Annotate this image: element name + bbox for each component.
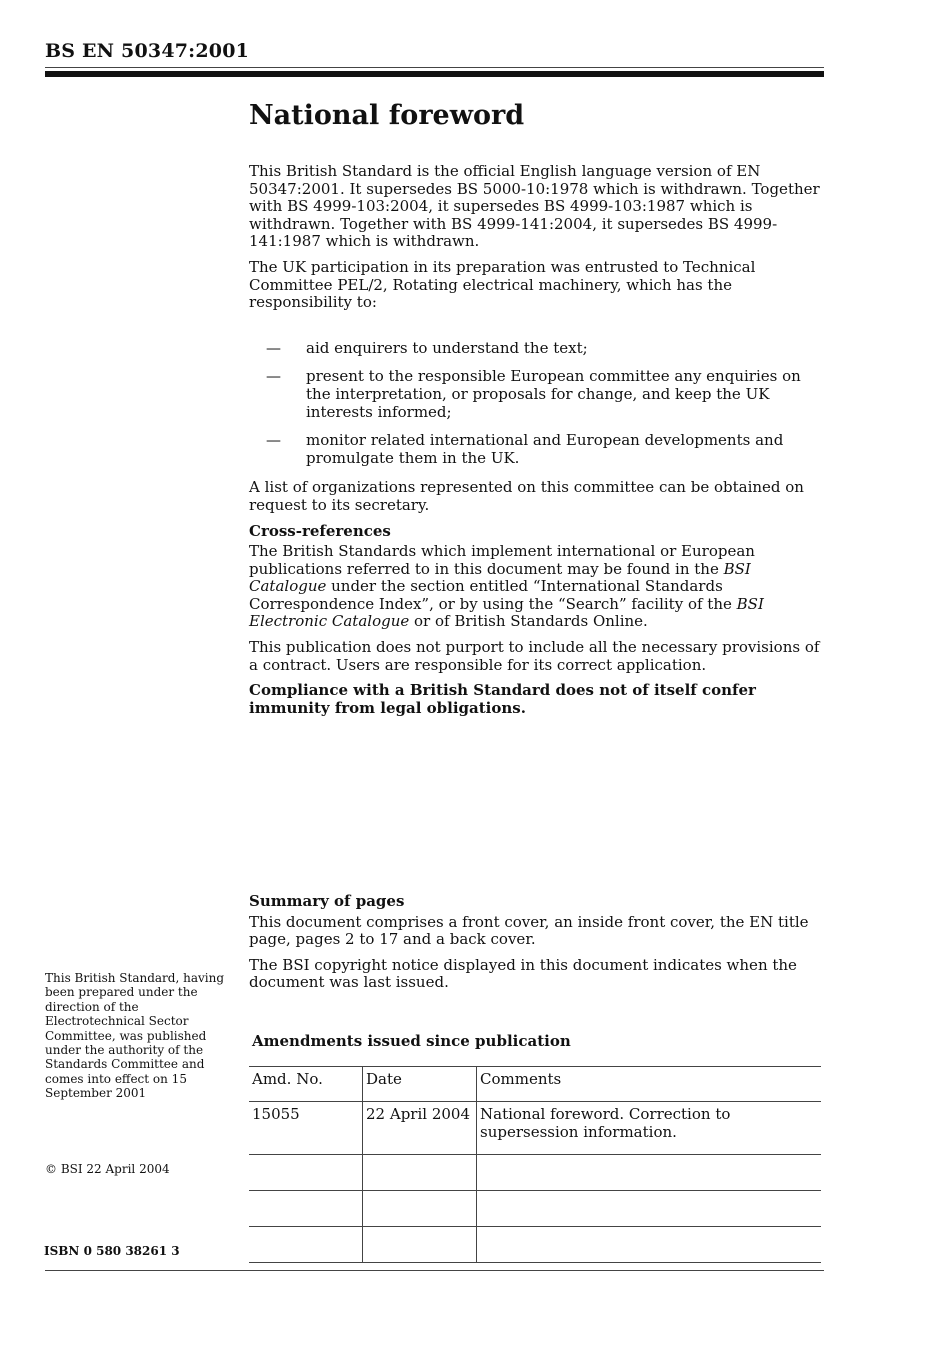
empty-table-row (249, 1155, 821, 1191)
column-header-date: Date (363, 1067, 477, 1102)
bullet-dash: — (266, 338, 281, 357)
copyright-notice-paragraph: The BSI copyright notice displayed in this document indicates when the document was last issued. (249, 955, 797, 992)
amendments-title: Amendments issued since publication (252, 1032, 571, 1050)
participation-paragraph: The UK participation in its preparation was entrusted to Technical Committee PEL/2, Rotating electrical machinery, which has the responsibility to: (249, 257, 756, 312)
header-thick-rule (45, 71, 824, 77)
empty-cell (249, 1227, 363, 1263)
cross-ref-text-3: or of British Standards Online. (409, 612, 648, 631)
page-title: National foreword (249, 100, 525, 131)
column-header-comments: Comments (477, 1067, 822, 1102)
cross-ref-text-2: under the section entitled “International Standards Correspondence Index”, or by using the “Search” facility of the (249, 577, 737, 613)
empty-cell (249, 1191, 363, 1227)
responsibility-list (249, 340, 824, 468)
column-header-amd-no: Amd. No. (249, 1067, 363, 1102)
table-row (249, 1102, 821, 1155)
organizations-paragraph: A list of organizations represented on this committee can be obtained on request to its secretary. (249, 478, 804, 514)
empty-cell (249, 1155, 363, 1191)
list-item (249, 340, 824, 358)
publication-note: This British Standard, having been prepared under the direction of the Electrotechnical Sector Committee, was published under the authority of the Standards Committee and comes into effect on 15 September 2001 (45, 971, 225, 1101)
amendments-table (249, 1066, 821, 1263)
summary-heading: Summary of pages (249, 892, 405, 910)
empty-table-row (249, 1191, 821, 1227)
list-item-text: aid enquirers to understand the text; (306, 338, 588, 357)
bsi-catalogue-title: BSI Catalogue (249, 559, 751, 596)
intro-paragraph: This British Standard is the official English language version of EN 50347:2001. It supersedes BS 5000-10:1978 which is withdrawn. Together with BS 4999-103:2004, it supersedes BS 4999-103:1987 which is withdrawn. Together with BS 4999-141:2004, it supersedes BS 4999-141:1987 which is withdrawn. (249, 162, 820, 251)
list-item (249, 368, 824, 421)
list-item-text: present to the responsible European committee any enquiries on the interpretation, or proposals for change, and keep the UK interests informed; (306, 367, 801, 421)
bullet-dash: — (266, 431, 281, 450)
list-item-text: monitor related international and European developments and promulgate them in the UK. (306, 431, 784, 467)
summary-pages-paragraph: This document comprises a front cover, an inside front cover, the EN title page, pages 2 to 17 and a back cover. (249, 912, 809, 949)
list-item (249, 432, 824, 467)
bsi-electronic-catalogue-title: BSI Electronic Catalogue (249, 594, 764, 631)
copyright-line: © BSI 22 April 2004 (45, 1162, 170, 1176)
document-id-header: BS EN 50347:2001 (45, 40, 250, 62)
empty-cell (477, 1191, 822, 1227)
empty-cell (477, 1227, 822, 1263)
summary-of-pages (249, 893, 824, 1000)
compliance-statement: Compliance with a British Standard does not of itself confer immunity from legal obligations. (249, 681, 756, 717)
footer-rule (45, 1270, 824, 1271)
amd-no-cell: 15055 (249, 1102, 363, 1155)
empty-cell (363, 1227, 477, 1263)
empty-cell (477, 1155, 822, 1191)
cross-ref-text-1: The British Standards which implement international or European publications referred to in this document may be found in the (249, 542, 755, 578)
contract-paragraph: This publication does not purport to include all the necessary provisions of a contract. Users are responsible for its correct application. (249, 638, 820, 674)
comments-cell: National foreword. Correction to supersession information. (477, 1102, 822, 1155)
isbn: ISBN 0 580 38261 3 (44, 1244, 180, 1258)
bullet-dash: — (266, 367, 281, 386)
empty-cell (363, 1191, 477, 1227)
cross-references-paragraph (249, 543, 824, 631)
header-thin-rule (45, 67, 824, 68)
empty-cell (363, 1155, 477, 1191)
cross-references-heading: Cross-references (249, 521, 391, 540)
empty-table-row (249, 1227, 821, 1263)
table-header-row (249, 1067, 821, 1102)
date-cell: 22 April 2004 (363, 1102, 477, 1155)
foreword-body (249, 163, 824, 725)
